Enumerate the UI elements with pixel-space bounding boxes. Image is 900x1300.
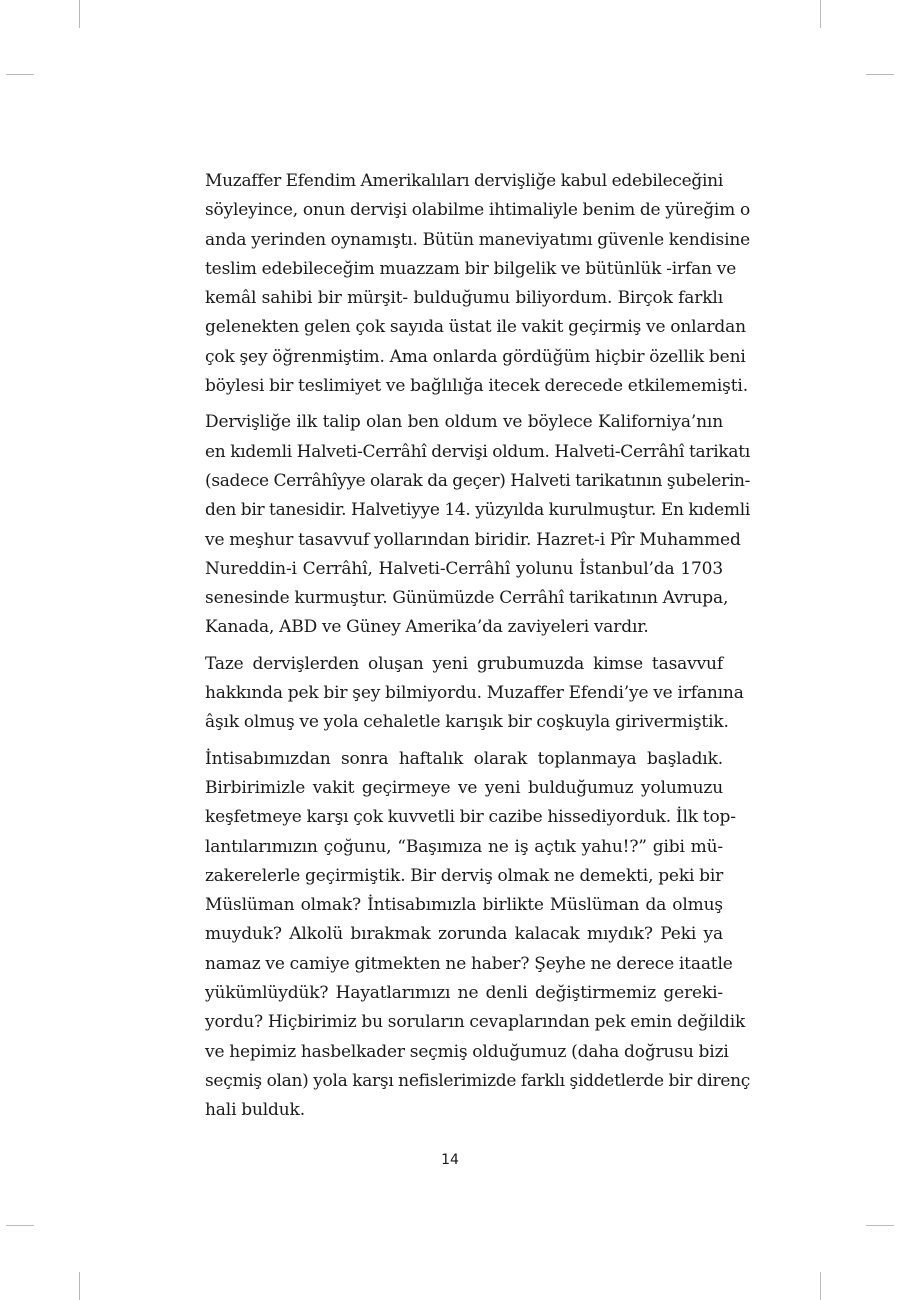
- text-line: ve meşhur tasavvuf yollarından biridir. Hazret-i Pîr Muhammed: [205, 529, 741, 550]
- text-line: gelenekten gelen çok sayıda üstat ile vakit geçirmiş ve onlardan: [205, 317, 746, 338]
- body-text: [178, 167, 750, 1133]
- text-line: ve hepimiz hasbelkader seçmiş olduğumuz (daha doğrusu bizi: [205, 1041, 729, 1062]
- text-line: keşfetmeye karşı çok kuvvetli bir cazibe hissediyorduk. İlk top-: [205, 807, 736, 828]
- text-line: böylesi bir teslimiyet ve bağlılığa itecek derecede etkilememişti.: [205, 376, 748, 397]
- page-number: 14: [441, 1152, 459, 1168]
- crop-mark-left-top: [6, 74, 34, 75]
- paragraph-1: [178, 167, 750, 401]
- text-line: Nureddin-i Cerrâhî, Halveti-Cerrâhî yolunu İstanbul’da 1703: [205, 558, 723, 579]
- text-line: Muzaffer Efendim Amerikalıları dervişliğe kabul edebileceğini: [205, 171, 723, 191]
- text-line: İntisabımızdan sonra haftalık olarak toplanmaya başladık.: [205, 748, 723, 769]
- crop-mark-top-left: [79, 0, 80, 28]
- text-line: en kıdemli Halveti-Cerrâhî dervişi oldum. Halveti-Cerrâhî tarikatı: [205, 441, 750, 462]
- paragraph-2: [178, 408, 750, 642]
- text-line: (sadece Cerrâhîyye olarak da geçer) Halveti tarikatının şubelerin-: [205, 470, 750, 491]
- text-line: lantılarımızın çoğunu, “Başımıza ne iş açtık yahu!?” gibi mü-: [205, 836, 723, 857]
- crop-mark-top-right: [820, 0, 821, 28]
- text-line: namaz ve camiye gitmekten ne haber? Şeyhe ne derece itaatle: [205, 953, 733, 974]
- text-line: senesinde kurmuştur. Günümüzde Cerrâhî tarikatının Avrupa,: [205, 588, 729, 609]
- text-line: zakerelerle geçirmiştik. Bir derviş olmak ne demekti, peki bir: [205, 865, 724, 886]
- crop-mark-bottom-right: [820, 1272, 821, 1300]
- text-line: hali bulduk.: [205, 1100, 305, 1121]
- text-line: kemâl sahibi bir mürşit- bulduğumu biliyordum. Birçok farklı: [205, 288, 723, 309]
- text-line: söyleyince, onun dervişi olabilme ihtimaliyle benim de yüreğim o: [205, 200, 750, 221]
- text-line: yordu? Hiçbirimiz bu soruların cevaplarından pek emin değildik: [205, 1012, 746, 1033]
- text-line: Müslüman olmak? İntisabımızla birlikte Müslüman da olmuş: [205, 895, 723, 916]
- crop-mark-left-bottom: [6, 1225, 34, 1226]
- crop-mark-right-bottom: [866, 1225, 894, 1226]
- text-line: Dervişliğe ilk talip olan ben oldum ve böylece Kaliforniya’nın: [205, 412, 723, 433]
- text-line: teslim edebileceğim muazzam bir bilgelik ve bütünlük -irfan ve: [205, 258, 737, 279]
- text-line: yükümlüydük? Hayatlarımızı ne denli değiştirmemiz gereki-: [205, 983, 723, 1004]
- crop-mark-right-top: [866, 74, 894, 75]
- text-line: den bir tanesidir. Halvetiyye 14. yüzyılda kurulmuştur. En kıdemli: [205, 500, 750, 521]
- crop-mark-bottom-left: [79, 1272, 80, 1300]
- text-line: anda yerinden oynamıştı. Bütün maneviyatımı güvenle kendisine: [205, 229, 750, 250]
- text-line: Kanada, ABD ve Güney Amerika’da zaviyeleri vardır.: [205, 617, 649, 638]
- text-line: çok şey öğrenmiştim. Ama onlarda gördüğüm hiçbir özellik beni: [205, 346, 746, 367]
- text-line: Birbirimizle vakit geçirmeye ve yeni bulduğumuz yolumuzu: [205, 777, 723, 798]
- text-line: âşık olmuş ve yola cehaletle karışık bir coşkuyla girivermiştik.: [205, 712, 729, 733]
- paragraph-4: [178, 745, 750, 1126]
- paragraph-3: [178, 650, 744, 738]
- text-line: hakkında pek bir şey bilmiyordu. Muzaffer Efendi’ye ve irfanına: [205, 683, 744, 704]
- text-line: seçmiş olan) yola karşı nefislerimizde farklı şiddetlerde bir direnç: [205, 1070, 750, 1091]
- text-line: muyduk? Alkolü bırakmak zorunda kalacak mıydık? Peki ya: [205, 924, 723, 945]
- text-line: Taze dervişlerden oluşan yeni grubumuzda kimse tasavvuf: [205, 653, 723, 674]
